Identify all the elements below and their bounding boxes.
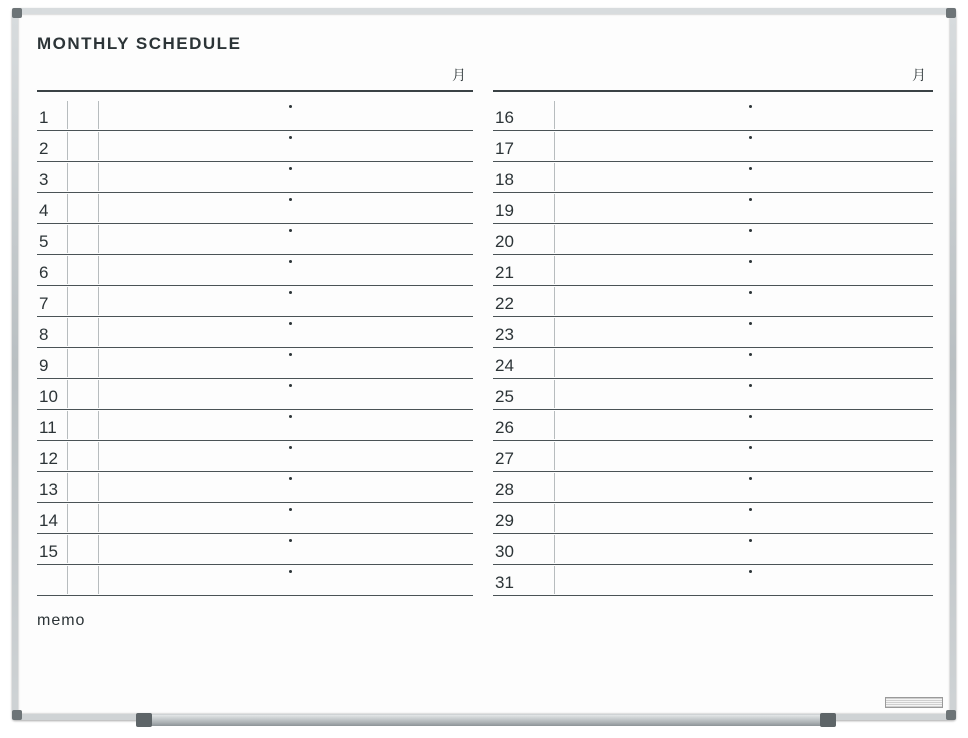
time-marker-dot: [749, 260, 752, 263]
time-marker-dot: [749, 136, 752, 139]
column-divider: [554, 318, 555, 346]
day-number: 25: [495, 387, 514, 406]
marker-tray: [138, 715, 834, 726]
frame-corner-cap: [946, 710, 956, 720]
day-number: 23: [495, 325, 514, 344]
time-marker-dot: [749, 446, 752, 449]
frame-corner-cap: [12, 8, 22, 18]
day-row: [37, 348, 473, 379]
day-number: 7: [39, 294, 49, 313]
column-divider: [98, 101, 99, 129]
day-row: [37, 286, 473, 317]
day-row: [37, 162, 473, 193]
column-divider: [67, 256, 68, 284]
day-number: 18: [495, 170, 514, 189]
time-marker-dot: [289, 446, 292, 449]
time-marker-dot: [749, 508, 752, 511]
column-divider: [67, 380, 68, 408]
header-rule-right: [493, 90, 933, 92]
time-marker-dot: [749, 570, 752, 573]
time-marker-dot: [289, 229, 292, 232]
day-row: [37, 410, 473, 441]
day-row: [493, 100, 933, 131]
day-number: 12: [39, 449, 58, 468]
day-row: [493, 441, 933, 472]
day-number: 30: [495, 542, 514, 561]
day-number: 17: [495, 139, 514, 158]
column-divider: [67, 287, 68, 315]
column-divider: [98, 535, 99, 563]
day-number: 19: [495, 201, 514, 220]
column-divider: [554, 535, 555, 563]
column-divider: [98, 194, 99, 222]
column-divider: [67, 163, 68, 191]
day-column-left: [37, 100, 473, 596]
column-divider: [554, 349, 555, 377]
day-row: [493, 317, 933, 348]
day-number: 13: [39, 480, 58, 499]
day-row: [37, 534, 473, 565]
time-marker-dot: [289, 539, 292, 542]
column-divider: [67, 349, 68, 377]
column-divider: [554, 256, 555, 284]
day-row: [37, 131, 473, 162]
day-number: 14: [39, 511, 58, 530]
day-row: [493, 162, 933, 193]
column-divider: [67, 442, 68, 470]
column-divider: [67, 535, 68, 563]
day-row: [37, 100, 473, 131]
day-number: 6: [39, 263, 49, 282]
day-row: [493, 131, 933, 162]
column-divider: [554, 132, 555, 160]
day-row: [37, 503, 473, 534]
day-row: [493, 224, 933, 255]
time-marker-dot: [749, 477, 752, 480]
time-marker-dot: [749, 384, 752, 387]
day-row: [37, 472, 473, 503]
time-marker-dot: [749, 415, 752, 418]
day-number: 9: [39, 356, 49, 375]
time-marker-dot: [289, 477, 292, 480]
day-number: 2: [39, 139, 49, 158]
column-divider: [67, 504, 68, 532]
day-number: 16: [495, 108, 514, 127]
column-divider: [67, 101, 68, 129]
memo-label: memo: [37, 612, 86, 629]
column-divider: [67, 225, 68, 253]
day-number: 27: [495, 449, 514, 468]
column-divider: [67, 194, 68, 222]
day-number: 24: [495, 356, 514, 375]
day-row: [37, 441, 473, 472]
frame-corner-cap: [12, 710, 22, 720]
column-divider: [98, 225, 99, 253]
time-marker-dot: [289, 322, 292, 325]
day-number: 5: [39, 232, 49, 251]
day-row: [493, 255, 933, 286]
time-marker-dot: [749, 353, 752, 356]
column-divider: [554, 504, 555, 532]
column-divider: [98, 163, 99, 191]
time-marker-dot: [289, 384, 292, 387]
day-row: [37, 224, 473, 255]
day-row: [493, 379, 933, 410]
day-number: 21: [495, 263, 514, 282]
product-label-sticker: [885, 697, 943, 708]
marker-tray-end-cap: [136, 713, 152, 727]
day-number: 29: [495, 511, 514, 530]
time-marker-dot: [289, 508, 292, 511]
day-number: 28: [495, 480, 514, 499]
day-number: 11: [39, 418, 57, 437]
day-row: [37, 193, 473, 224]
day-row: [37, 379, 473, 410]
time-marker-dot: [289, 353, 292, 356]
column-divider: [554, 163, 555, 191]
day-row: [493, 286, 933, 317]
day-number: 4: [39, 201, 49, 220]
day-row: [493, 348, 933, 379]
column-divider: [98, 318, 99, 346]
board-title: MONTHLY SCHEDULE: [37, 34, 242, 53]
column-divider: [98, 566, 99, 594]
day-row: [493, 193, 933, 224]
time-marker-dot: [749, 105, 752, 108]
column-divider: [554, 411, 555, 439]
time-marker-dot: [289, 291, 292, 294]
time-marker-dot: [289, 415, 292, 418]
time-marker-dot: [289, 136, 292, 139]
column-divider: [98, 411, 99, 439]
column-divider: [98, 349, 99, 377]
day-number: 3: [39, 170, 49, 189]
time-marker-dot: [749, 198, 752, 201]
time-marker-dot: [289, 570, 292, 573]
month-label-right: 月: [912, 67, 926, 83]
day-row: [493, 503, 933, 534]
header-rule-left: [37, 90, 473, 92]
day-number: 26: [495, 418, 514, 437]
day-number: 22: [495, 294, 514, 313]
day-number: 1: [39, 108, 49, 127]
day-number: 31: [495, 573, 514, 592]
day-row: [493, 410, 933, 441]
day-number: 15: [39, 542, 58, 561]
time-marker-dot: [749, 291, 752, 294]
column-divider: [67, 566, 68, 594]
column-divider: [554, 473, 555, 501]
column-divider: [554, 101, 555, 129]
column-divider: [98, 442, 99, 470]
day-row: [493, 565, 933, 596]
column-divider: [67, 132, 68, 160]
column-divider: [98, 380, 99, 408]
column-divider: [554, 566, 555, 594]
time-marker-dot: [289, 260, 292, 263]
column-divider: [67, 473, 68, 501]
column-divider: [554, 225, 555, 253]
column-divider: [98, 473, 99, 501]
time-marker-dot: [289, 105, 292, 108]
time-marker-dot: [289, 167, 292, 170]
day-row: [37, 565, 473, 596]
column-divider: [67, 318, 68, 346]
time-marker-dot: [749, 167, 752, 170]
time-marker-dot: [749, 322, 752, 325]
column-divider: [554, 442, 555, 470]
column-divider: [554, 380, 555, 408]
time-marker-dot: [749, 539, 752, 542]
day-row: [493, 534, 933, 565]
day-row: [493, 472, 933, 503]
day-row: [37, 317, 473, 348]
frame-corner-cap: [946, 8, 956, 18]
day-number: 20: [495, 232, 514, 251]
month-label-left: 月: [452, 67, 466, 83]
column-divider: [98, 504, 99, 532]
time-marker-dot: [749, 229, 752, 232]
column-divider: [98, 256, 99, 284]
day-column-right: [493, 100, 933, 596]
marker-tray-end-cap: [820, 713, 836, 727]
day-number: 10: [39, 387, 58, 406]
time-marker-dot: [289, 198, 292, 201]
column-divider: [98, 287, 99, 315]
column-divider: [554, 194, 555, 222]
column-divider: [67, 411, 68, 439]
day-row: [37, 255, 473, 286]
column-divider: [98, 132, 99, 160]
day-number: 8: [39, 325, 49, 344]
column-divider: [554, 287, 555, 315]
